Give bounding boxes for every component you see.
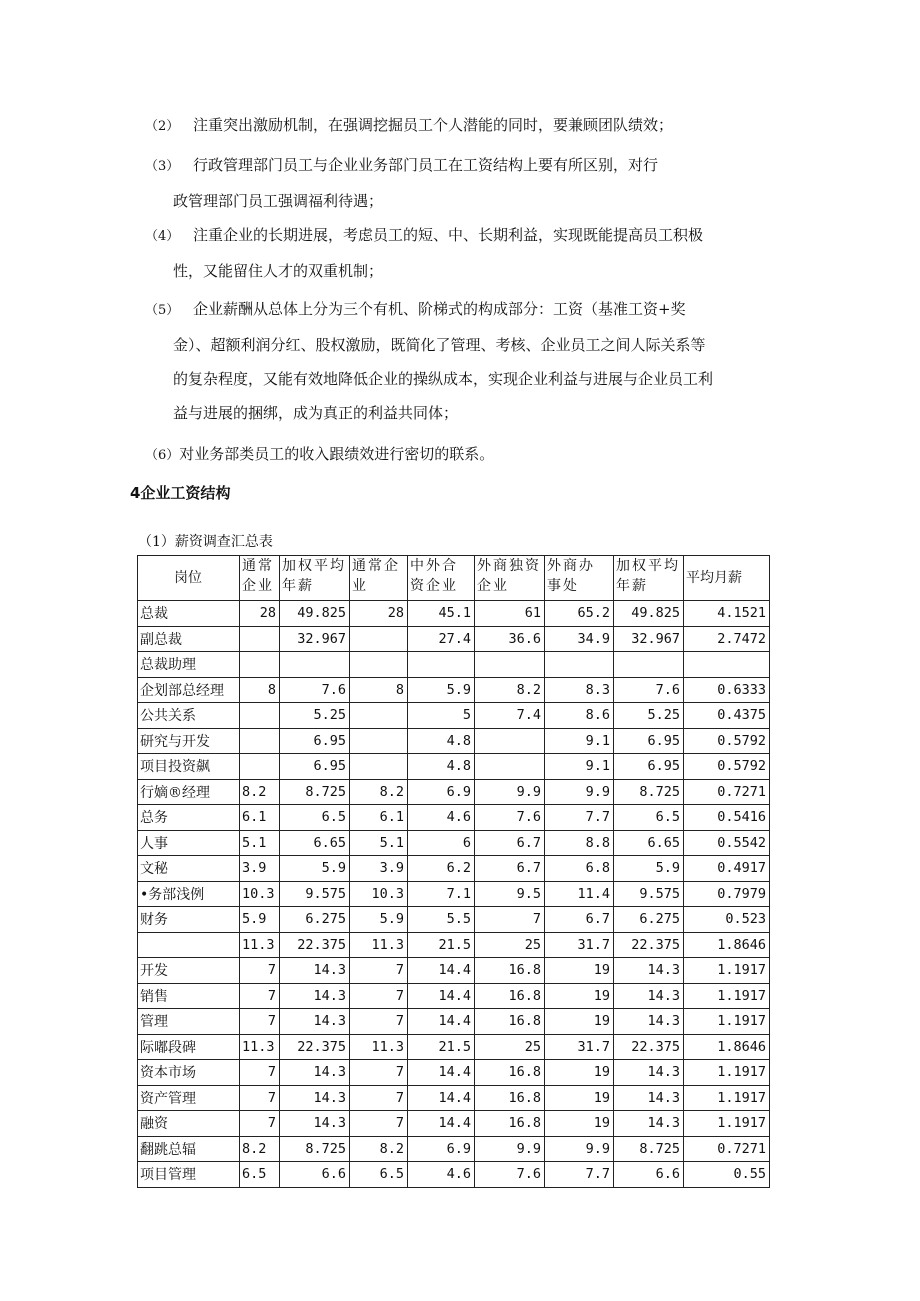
header-cell: 外商独资企业 — [475, 556, 545, 601]
value-cell: 0.523 — [684, 907, 770, 933]
value-cell: 0.7271 — [684, 1136, 770, 1162]
value-cell: 9.1 — [545, 754, 614, 780]
table-row — [138, 754, 770, 780]
table-row — [138, 907, 770, 933]
table-row — [138, 626, 770, 652]
table-row — [138, 958, 770, 984]
row-label-cell: 际嘟段碑 — [138, 1034, 240, 1060]
value-cell: 9.9 — [545, 1136, 614, 1162]
value-cell: 5.9 — [350, 907, 408, 933]
value-cell: 8 — [240, 677, 280, 703]
value-cell: 19 — [545, 1060, 614, 1086]
table-row — [138, 728, 770, 754]
value-cell: 14.4 — [408, 1009, 475, 1035]
value-cell: 1.1917 — [684, 1085, 770, 1111]
value-cell: 10.3 — [240, 881, 280, 907]
paragraph-5 — [145, 292, 713, 430]
value-cell: 6.8 — [545, 856, 614, 882]
value-cell: 6.5 — [614, 805, 684, 831]
value-cell: 8.725 — [280, 1136, 350, 1162]
section-heading: 4企业工资结构 — [130, 484, 231, 502]
value-cell: 0.5792 — [684, 728, 770, 754]
value-cell: 0.4917 — [684, 856, 770, 882]
value-cell: 6.9 — [408, 1136, 475, 1162]
value-cell: 7 — [350, 983, 408, 1009]
table-row — [138, 677, 770, 703]
value-cell: 11.3 — [350, 1034, 408, 1060]
value-cell — [350, 626, 408, 652]
value-cell: 34.9 — [545, 626, 614, 652]
table-row — [138, 703, 770, 729]
value-cell: 31.7 — [545, 1034, 614, 1060]
paragraph-line: 企业薪酬从总体上分为三个有机、阶梯式的构成部分：工资（基准工资+奖 — [193, 300, 686, 318]
value-cell: 8.725 — [614, 779, 684, 805]
paragraph-line: 注重突出激励机制，在强调挖掘员工个人潜能的同时，要兼顾团队绩效； — [193, 116, 674, 134]
value-cell — [475, 728, 545, 754]
value-cell: 14.3 — [614, 983, 684, 1009]
value-cell: 19 — [545, 958, 614, 984]
value-cell: 7.4 — [475, 703, 545, 729]
paragraph-6 — [145, 437, 494, 473]
value-cell: 7 — [240, 1060, 280, 1086]
value-cell: 6.275 — [614, 907, 684, 933]
table-row — [138, 1162, 770, 1188]
value-cell: 7.6 — [280, 677, 350, 703]
value-cell: 0.5416 — [684, 805, 770, 831]
value-cell: 3.9 — [240, 856, 280, 882]
table-row — [138, 652, 770, 678]
value-cell: 16.8 — [475, 1085, 545, 1111]
paragraph-3 — [145, 148, 658, 218]
value-cell: 1.1917 — [684, 1111, 770, 1137]
value-cell: 7 — [350, 958, 408, 984]
value-cell: 9.5 — [475, 881, 545, 907]
value-cell: 0.4375 — [684, 703, 770, 729]
value-cell: 49.825 — [280, 601, 350, 627]
table-row — [138, 983, 770, 1009]
value-cell: 16.8 — [475, 1060, 545, 1086]
table-row — [138, 881, 770, 907]
value-cell: 8.3 — [545, 677, 614, 703]
value-cell: 6.9 — [408, 779, 475, 805]
value-cell: 14.4 — [408, 958, 475, 984]
row-label-cell: 副总裁 — [138, 626, 240, 652]
value-cell: 14.3 — [280, 1111, 350, 1137]
value-cell: 27.4 — [408, 626, 475, 652]
row-label-cell: 财务 — [138, 907, 240, 933]
value-cell: 16.8 — [475, 1009, 545, 1035]
value-cell — [280, 652, 350, 678]
table-row — [138, 1009, 770, 1035]
value-cell: 0.5792 — [684, 754, 770, 780]
paragraph-line: 的复杂程度，又能有效地降低企业的操纵成本，实现企业利益与进展与企业员工利 — [173, 370, 714, 388]
header-cell: 平均月薪 — [684, 556, 770, 601]
table-row — [138, 601, 770, 627]
value-cell: 3.9 — [350, 856, 408, 882]
value-cell: 6.95 — [280, 754, 350, 780]
value-cell — [475, 754, 545, 780]
table-row — [138, 805, 770, 831]
row-label-cell: 文秘 — [138, 856, 240, 882]
value-cell: 32.967 — [614, 626, 684, 652]
value-cell: 7.7 — [545, 805, 614, 831]
value-cell: 65.2 — [545, 601, 614, 627]
value-cell: 14.3 — [280, 958, 350, 984]
value-cell: 14.3 — [614, 1009, 684, 1035]
value-cell: 6.275 — [280, 907, 350, 933]
value-cell: 14.3 — [614, 958, 684, 984]
row-label-cell: 研究与开发 — [138, 728, 240, 754]
value-cell: 6.5 — [280, 805, 350, 831]
value-cell: 7 — [240, 983, 280, 1009]
value-cell: 0.7271 — [684, 779, 770, 805]
value-cell: 1.8646 — [684, 1034, 770, 1060]
value-cell: 5.9 — [408, 677, 475, 703]
value-cell: 11.3 — [350, 932, 408, 958]
value-cell: 6.2 — [408, 856, 475, 882]
value-cell: 5.1 — [350, 830, 408, 856]
value-cell: 7.6 — [475, 805, 545, 831]
paragraph-line: 注重企业的长期进展，考虑员工的短、中、长期利益，实现既能提高员工积极 — [193, 226, 704, 244]
table-row — [138, 932, 770, 958]
value-cell: 8.725 — [280, 779, 350, 805]
value-cell: 14.3 — [280, 1085, 350, 1111]
value-cell: 16.8 — [475, 983, 545, 1009]
value-cell: 4.1521 — [684, 601, 770, 627]
value-cell: 6.95 — [614, 754, 684, 780]
value-cell: 25 — [475, 1034, 545, 1060]
value-cell: 6.95 — [280, 728, 350, 754]
value-cell: 4.8 — [408, 728, 475, 754]
value-cell: 7 — [240, 958, 280, 984]
salary-survey-table — [137, 555, 770, 1188]
value-cell: 22.375 — [614, 1034, 684, 1060]
paragraph-number: （6） — [145, 448, 180, 463]
value-cell: 8.2 — [475, 677, 545, 703]
value-cell: 11.3 — [240, 932, 280, 958]
value-cell: 14.3 — [280, 983, 350, 1009]
row-label-cell: 融资 — [138, 1111, 240, 1137]
paragraph-4 — [145, 218, 703, 288]
value-cell: 8.6 — [545, 703, 614, 729]
value-cell: 22.375 — [614, 932, 684, 958]
table-row — [138, 779, 770, 805]
value-cell — [240, 754, 280, 780]
value-cell: 8.2 — [240, 779, 280, 805]
header-cell: 岗位 — [138, 556, 240, 601]
row-label-cell: 总务 — [138, 805, 240, 831]
paragraph-line: 政管理部门员工强调福利待遇； — [173, 192, 384, 210]
value-cell: 1.8646 — [684, 932, 770, 958]
row-label-cell: •务部浅例 — [138, 881, 240, 907]
value-cell: 5.25 — [280, 703, 350, 729]
paragraph-number: （4） — [145, 229, 180, 244]
value-cell: 10.3 — [350, 881, 408, 907]
row-label-cell: 管理 — [138, 1009, 240, 1035]
value-cell: 6 — [408, 830, 475, 856]
table-row — [138, 1111, 770, 1137]
paragraph-line: 益与进展的捆绑，成为真正的利益共同体； — [173, 404, 459, 422]
value-cell: 19 — [545, 1111, 614, 1137]
value-cell: 14.3 — [614, 1060, 684, 1086]
table-row — [138, 1136, 770, 1162]
value-cell: 8.2 — [350, 1136, 408, 1162]
value-cell: 19 — [545, 1009, 614, 1035]
row-label-cell: 资本市场 — [138, 1060, 240, 1086]
value-cell: 4.8 — [408, 754, 475, 780]
value-cell: 21.5 — [408, 1034, 475, 1060]
value-cell: 8.8 — [545, 830, 614, 856]
value-cell — [545, 652, 614, 678]
value-cell — [350, 728, 408, 754]
paragraph-number: （3） — [145, 159, 180, 174]
value-cell: 19 — [545, 1085, 614, 1111]
value-cell: 5.1 — [240, 830, 280, 856]
value-cell: 7 — [350, 1009, 408, 1035]
value-cell: 16.8 — [475, 1111, 545, 1137]
row-label-cell: 企划部总经理 — [138, 677, 240, 703]
value-cell: 5.9 — [614, 856, 684, 882]
value-cell: 7 — [240, 1085, 280, 1111]
table-row — [138, 1034, 770, 1060]
value-cell: 6.65 — [280, 830, 350, 856]
value-cell — [408, 652, 475, 678]
value-cell: 1.1917 — [684, 1009, 770, 1035]
table-row — [138, 1060, 770, 1086]
value-cell: 7 — [350, 1085, 408, 1111]
row-label-cell: 总裁助理 — [138, 652, 240, 678]
value-cell: 25 — [475, 932, 545, 958]
paragraph-line: 性，又能留住人才的双重机制； — [173, 262, 384, 280]
value-cell: 8.2 — [350, 779, 408, 805]
paragraph-line: 行政管理部门员工与企业业务部门员工在工资结构上要有所区别，对行 — [193, 156, 659, 174]
value-cell: 0.6333 — [684, 677, 770, 703]
value-cell: 6.6 — [280, 1162, 350, 1188]
row-label-cell: 行嫡®经理 — [138, 779, 240, 805]
row-label-cell: 项目管理 — [138, 1162, 240, 1188]
value-cell: 1.1917 — [684, 958, 770, 984]
value-cell: 5.25 — [614, 703, 684, 729]
value-cell — [475, 652, 545, 678]
value-cell: 9.9 — [475, 1136, 545, 1162]
value-cell: 9.575 — [614, 881, 684, 907]
row-label-cell: 公共关系 — [138, 703, 240, 729]
value-cell: 6.6 — [614, 1162, 684, 1188]
value-cell: 19 — [545, 983, 614, 1009]
table-header-row — [138, 556, 770, 601]
value-cell: 22.375 — [280, 1034, 350, 1060]
paragraph-2 — [145, 108, 673, 144]
header-cell: 通常企业 — [240, 556, 280, 601]
table-caption: （1）薪资调查汇总表 — [138, 534, 273, 550]
header-cell: 加权平均年薪 — [280, 556, 350, 601]
value-cell: 1.1917 — [684, 1060, 770, 1086]
value-cell — [240, 652, 280, 678]
value-cell — [240, 703, 280, 729]
paragraph-line: 对业务部类员工的收入跟绩效进行密切的联系。 — [179, 445, 495, 463]
value-cell: 6.95 — [614, 728, 684, 754]
value-cell: 6.5 — [350, 1162, 408, 1188]
value-cell: 2.7472 — [684, 626, 770, 652]
table-row — [138, 1085, 770, 1111]
paragraph-line: 金）、超额利润分红、股权激励，既简化了管理、考核、企业员工之间人际关系等 — [173, 336, 706, 354]
value-cell: 7 — [350, 1060, 408, 1086]
header-cell: 通常企业 — [350, 556, 408, 601]
table-body — [138, 601, 770, 1188]
row-label-cell: 销售 — [138, 983, 240, 1009]
value-cell: 7.7 — [545, 1162, 614, 1188]
value-cell: 0.5542 — [684, 830, 770, 856]
paragraph-number: （2） — [145, 119, 180, 134]
value-cell: 6.7 — [475, 830, 545, 856]
value-cell: 5.9 — [240, 907, 280, 933]
header-cell: 加权平均年薪 — [614, 556, 684, 601]
table-row — [138, 856, 770, 882]
row-label-cell: 总裁 — [138, 601, 240, 627]
value-cell — [350, 703, 408, 729]
value-cell: 28 — [240, 601, 280, 627]
row-label-cell: 资产管理 — [138, 1085, 240, 1111]
value-cell: 7 — [240, 1009, 280, 1035]
value-cell: 8 — [350, 677, 408, 703]
value-cell: 31.7 — [545, 932, 614, 958]
value-cell: 5 — [408, 703, 475, 729]
value-cell: 9.1 — [545, 728, 614, 754]
value-cell: 9.575 — [280, 881, 350, 907]
row-label-cell: 项目投资飙 — [138, 754, 240, 780]
value-cell: 22.375 — [280, 932, 350, 958]
value-cell: 14.3 — [614, 1111, 684, 1137]
value-cell: 6.7 — [475, 856, 545, 882]
value-cell: 9.9 — [475, 779, 545, 805]
value-cell: 11.3 — [240, 1034, 280, 1060]
value-cell: 14.4 — [408, 1111, 475, 1137]
value-cell: 6.5 — [240, 1162, 280, 1188]
value-cell: 0.7979 — [684, 881, 770, 907]
value-cell: 14.4 — [408, 983, 475, 1009]
value-cell: 16.8 — [475, 958, 545, 984]
value-cell: 32.967 — [280, 626, 350, 652]
value-cell: 61 — [475, 601, 545, 627]
row-label-cell — [138, 932, 240, 958]
value-cell: 7.6 — [475, 1162, 545, 1188]
value-cell: 14.4 — [408, 1060, 475, 1086]
value-cell — [240, 728, 280, 754]
value-cell — [240, 626, 280, 652]
table-row — [138, 830, 770, 856]
value-cell: 6.1 — [350, 805, 408, 831]
row-label-cell: 人事 — [138, 830, 240, 856]
value-cell: 4.6 — [408, 805, 475, 831]
value-cell: 36.6 — [475, 626, 545, 652]
value-cell: 7.1 — [408, 881, 475, 907]
value-cell: 21.5 — [408, 932, 475, 958]
value-cell: 6.65 — [614, 830, 684, 856]
paragraph-number: （5） — [145, 303, 180, 318]
header-cell: 中外合资企业 — [408, 556, 475, 601]
value-cell: 14.3 — [280, 1009, 350, 1035]
value-cell: 7 — [350, 1111, 408, 1137]
value-cell: 8.725 — [614, 1136, 684, 1162]
value-cell: 14.3 — [280, 1060, 350, 1086]
value-cell — [684, 652, 770, 678]
value-cell: 0.55 — [684, 1162, 770, 1188]
value-cell: 14.3 — [614, 1085, 684, 1111]
value-cell: 11.4 — [545, 881, 614, 907]
value-cell: 45.1 — [408, 601, 475, 627]
header-cell: 外商办事处 — [545, 556, 614, 601]
value-cell — [350, 652, 408, 678]
value-cell: 8.2 — [240, 1136, 280, 1162]
value-cell: 14.4 — [408, 1085, 475, 1111]
value-cell: 7 — [240, 1111, 280, 1137]
value-cell: 1.1917 — [684, 983, 770, 1009]
value-cell: 4.6 — [408, 1162, 475, 1188]
row-label-cell: 翻跳总辐 — [138, 1136, 240, 1162]
value-cell: 49.825 — [614, 601, 684, 627]
value-cell: 5.5 — [408, 907, 475, 933]
value-cell: 9.9 — [545, 779, 614, 805]
value-cell: 7.6 — [614, 677, 684, 703]
value-cell — [350, 754, 408, 780]
value-cell: 6.7 — [545, 907, 614, 933]
value-cell — [614, 652, 684, 678]
value-cell: 5.9 — [280, 856, 350, 882]
row-label-cell: 开发 — [138, 958, 240, 984]
value-cell: 28 — [350, 601, 408, 627]
value-cell: 7 — [475, 907, 545, 933]
value-cell: 6.1 — [240, 805, 280, 831]
